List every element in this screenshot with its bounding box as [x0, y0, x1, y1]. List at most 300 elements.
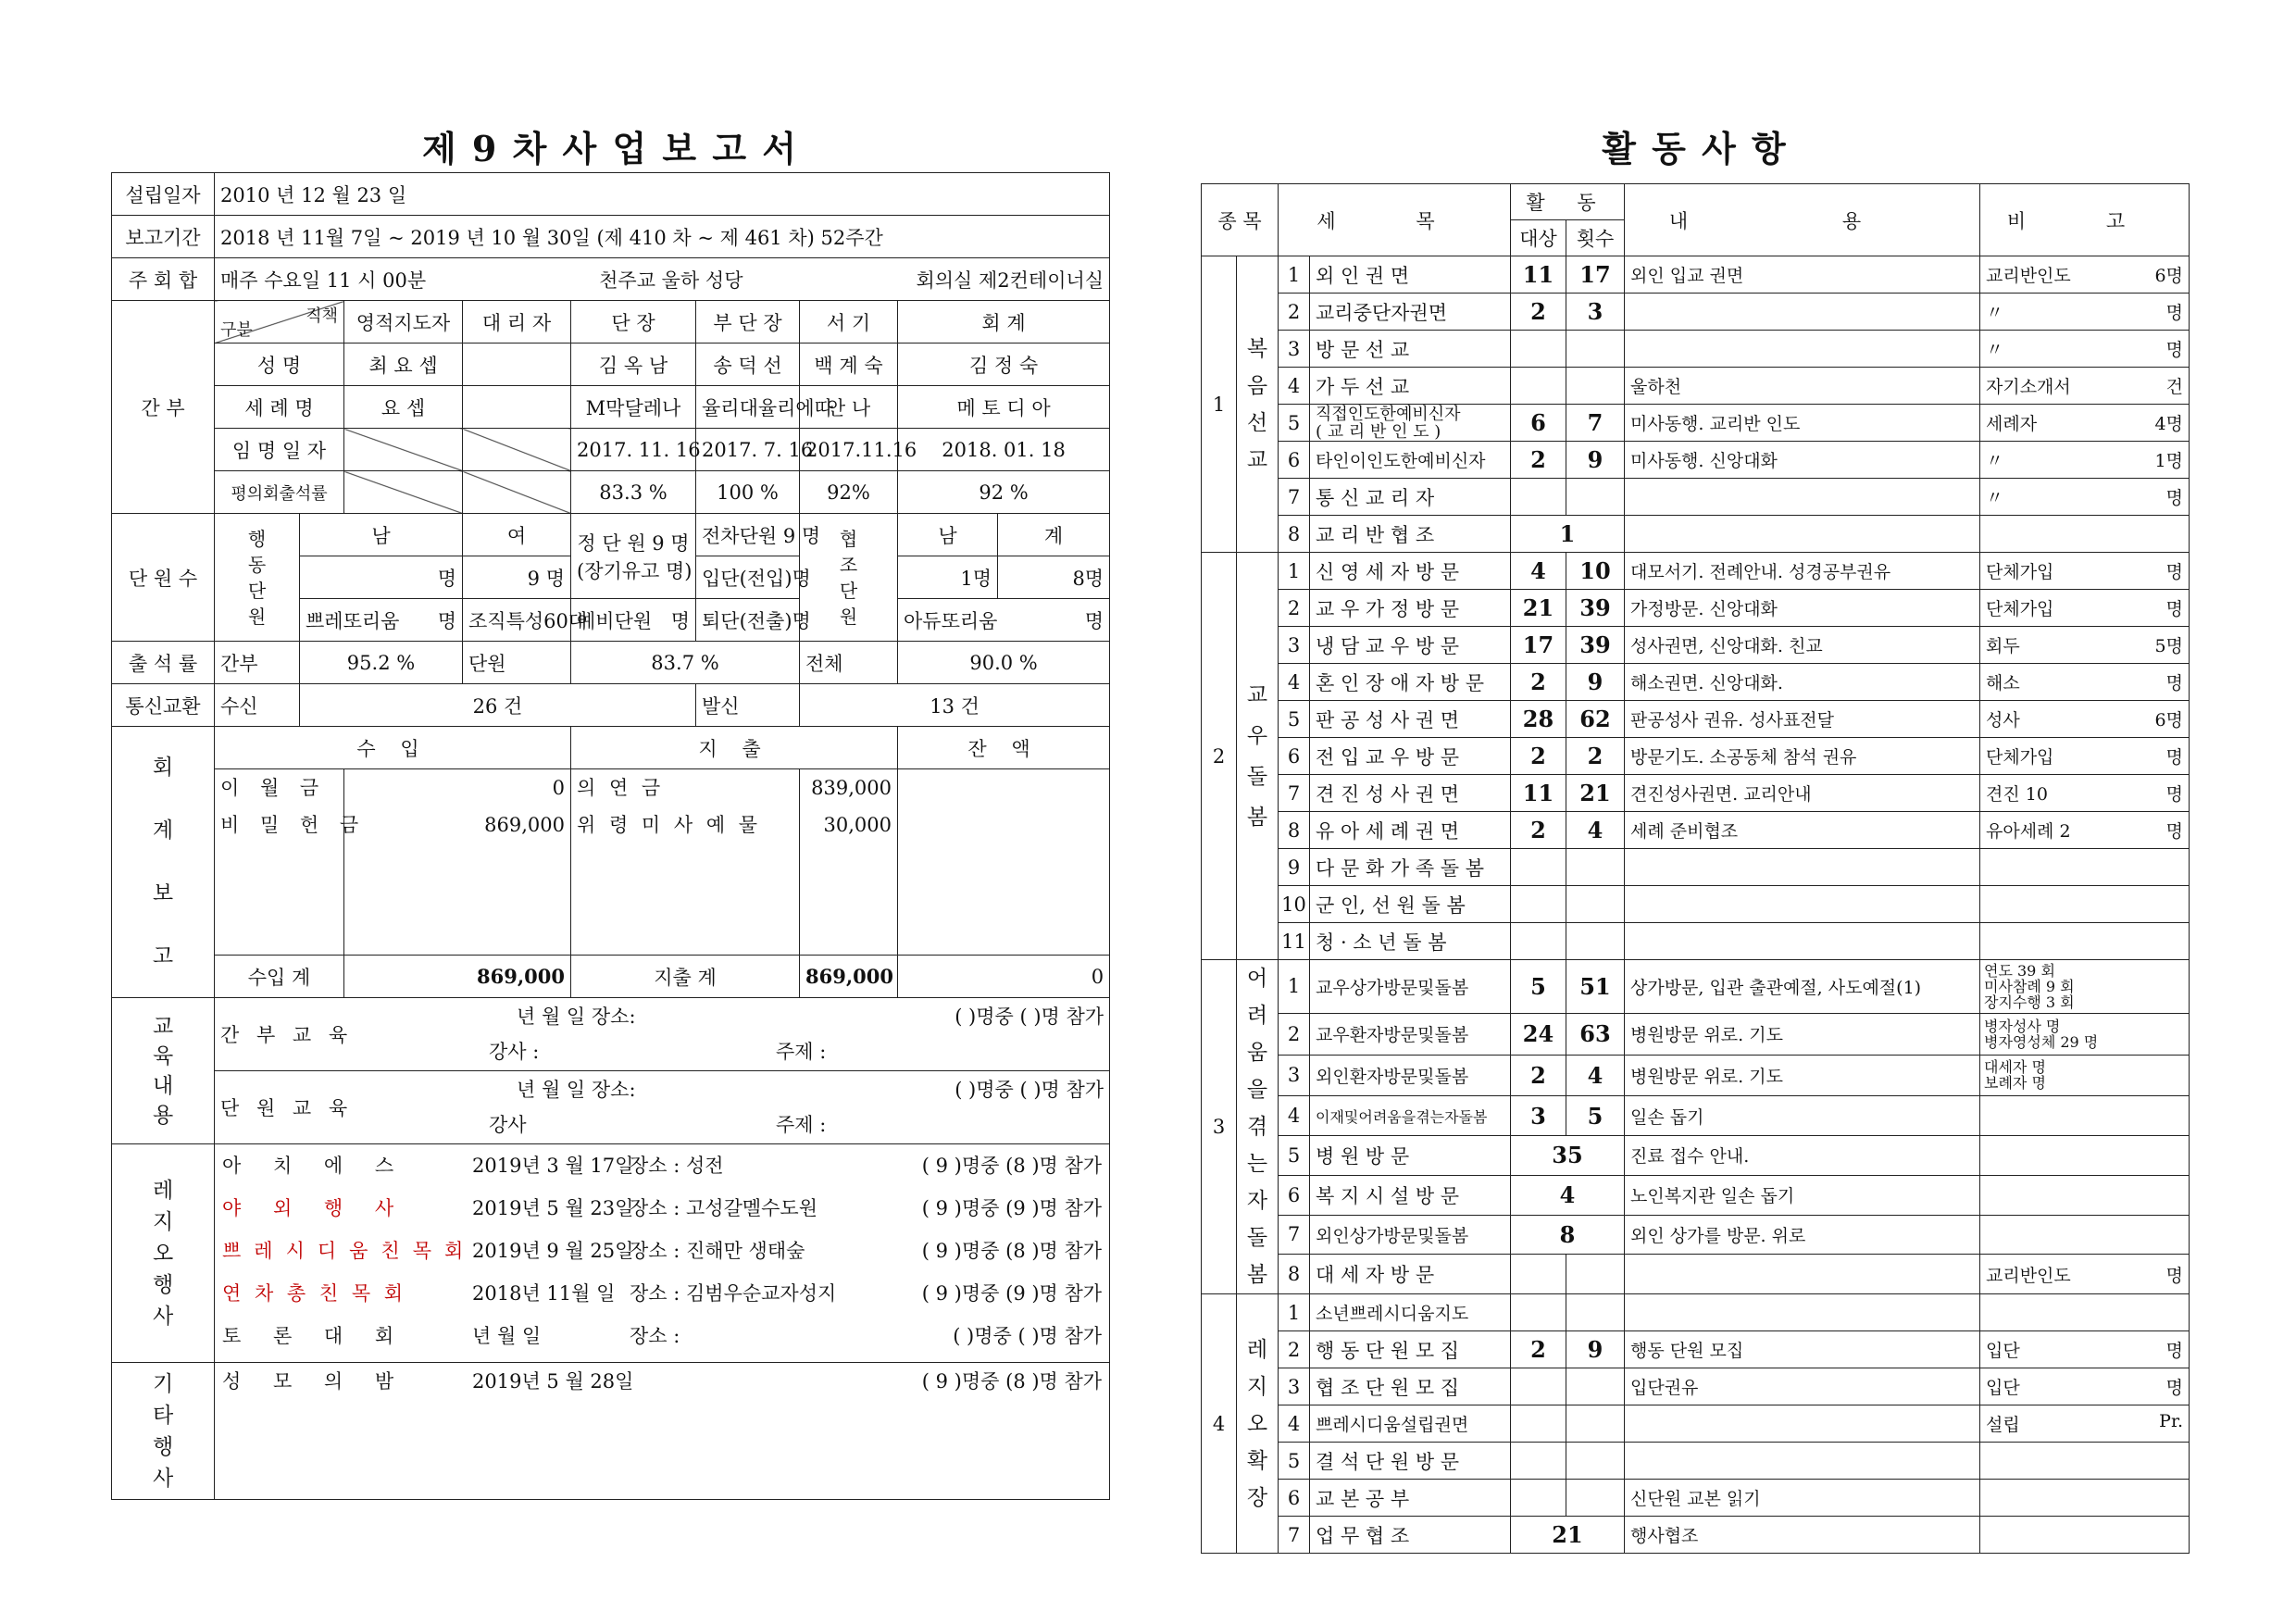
meeting-place: 천주교 울하 성당: [599, 269, 743, 292]
report-table: [111, 172, 1110, 1500]
item-number: 2: [1279, 294, 1310, 331]
table-row: [112, 684, 1110, 727]
officer-value: 92 %: [898, 471, 1110, 514]
other-events: [215, 1363, 1110, 1500]
item-name: 전 입 교 우 방 문: [1310, 738, 1511, 775]
meeting-label: 주 회 합: [112, 258, 215, 301]
income-total: 869,000: [344, 956, 571, 998]
balance-area: [898, 769, 1110, 956]
assist-male: 1명: [898, 556, 998, 599]
item-name: 결 석 단 원 방 문: [1310, 1443, 1511, 1480]
item-name: 가 두 선 교: [1310, 368, 1511, 405]
count-value: 7: [1566, 405, 1625, 442]
target-value: [1511, 923, 1566, 960]
target-value: 2: [1511, 738, 1566, 775]
item-number: 5: [1279, 1136, 1310, 1176]
table-row: [1202, 331, 2190, 368]
table-row: [112, 471, 1110, 514]
officer-value: 92%: [800, 471, 898, 514]
item-name: 외 인 권 면: [1310, 256, 1511, 294]
officer-row-label: 성 명: [215, 344, 344, 386]
count-value: [1566, 1368, 1625, 1405]
kind-header: 종 목: [1202, 184, 1279, 256]
legio-event-attend: ( 9 )명중 (8 )명 참가: [921, 1155, 1103, 1177]
comm-out-label: 발신: [696, 684, 800, 727]
table-row: [112, 1144, 1110, 1363]
item-number: 2: [1279, 1013, 1310, 1055]
officers-label: 간 부: [112, 301, 215, 514]
balance-header: 잔 액: [898, 727, 1110, 769]
active-male: 명: [300, 556, 463, 599]
item-number: 6: [1279, 442, 1310, 479]
remarks-value: [1980, 1331, 2190, 1368]
education-lecturer: 강사: [489, 1114, 527, 1136]
officer-value: 율리대율리에따: [696, 386, 800, 429]
count-value: 63: [1566, 1013, 1625, 1055]
left-label: 퇴단(전출): [702, 609, 792, 632]
officer-value: [344, 429, 463, 471]
education-row: [215, 1071, 1110, 1144]
accounts-label-text: 회계보고: [152, 756, 174, 968]
activity-header: 활 동: [1511, 184, 1625, 220]
assist-total: 8명: [998, 556, 1110, 599]
accounts-label: [112, 727, 215, 998]
count-value: [1566, 1294, 1625, 1331]
officer-value: [463, 344, 571, 386]
target-count: 1: [1511, 516, 1625, 553]
att-total: 90.0 %: [898, 642, 1110, 684]
table-row: [1202, 1055, 2190, 1096]
att-members-label: 단원: [463, 642, 571, 684]
report-title: 제 9 차 사 업 보 고 서: [421, 128, 798, 169]
remarks-right: 5명: [2154, 636, 2183, 656]
officer-value: [463, 471, 571, 514]
attendance-label: 출 석 률: [112, 642, 215, 684]
founding-value: 2010 년 12 월 23 일: [215, 173, 1110, 216]
item-name: 판 공 성 사 권 면: [1310, 701, 1511, 738]
count-value: 9: [1566, 664, 1625, 701]
remarks-value: [1980, 331, 2190, 368]
income-items: [215, 769, 367, 956]
remarks-value: [1980, 775, 2190, 812]
other-event-name: 성 모 의 밤: [222, 1370, 407, 1393]
education-topic: 주제 :: [776, 1114, 827, 1136]
legio-event-row: [222, 1187, 1102, 1230]
role-header: 단 장: [571, 301, 696, 344]
content-value: [1625, 1255, 1980, 1294]
table-row: [1202, 1096, 2190, 1136]
count-value: [1566, 1405, 1625, 1443]
legio-event-row: [222, 1144, 1102, 1187]
count-value: 9: [1566, 442, 1625, 479]
active-label: [215, 514, 300, 642]
remarks-left: 〃: [1986, 488, 2004, 508]
item-name: 교우환자방문및돌봄: [1310, 1013, 1511, 1055]
left-unit: 명: [792, 609, 811, 632]
group-name: [1237, 960, 1279, 1294]
content-value: 일손 돕기: [1625, 1096, 1980, 1136]
legio-label: [112, 1144, 215, 1363]
item-number: 4: [1279, 664, 1310, 701]
table-row: [112, 642, 1110, 684]
item-number: 4: [1279, 1405, 1310, 1443]
officer-value: 2017. 11. 16: [571, 429, 696, 471]
remarks-left: 입단: [1986, 1341, 2020, 1361]
left: [696, 599, 811, 642]
officer-value: 메 토 디 아: [898, 386, 1110, 429]
item-number: 1: [1279, 960, 1310, 1014]
target-value: [1511, 368, 1566, 405]
expense-amount: 839,000: [811, 777, 892, 799]
item-number: 5: [1279, 1443, 1310, 1480]
att-total-label: 전체: [800, 642, 898, 684]
remarks-left: 〃: [1986, 340, 2004, 360]
table-row: [1202, 1255, 2190, 1294]
att-members: 83.7 %: [571, 642, 800, 684]
remarks-left: 자기소개서: [1986, 377, 2071, 397]
period-value: 2018 년 11월 7일 ~ 2019 년 10 월 30일 (제 410 차 ~ 제 461 차) 52주간: [215, 216, 1110, 258]
role-header: 영적지도자: [344, 301, 463, 344]
item-number: 7: [1279, 775, 1310, 812]
legio-event-name: 토 론 대 회: [222, 1325, 407, 1347]
male-header: 남: [300, 514, 463, 556]
remarks-value: [1980, 1517, 2190, 1554]
legio-event-name: 연 차 총 친 목 회: [222, 1282, 407, 1305]
founding-label: 설립일자: [112, 173, 215, 216]
table-row: [1202, 923, 2190, 960]
legio-event-place: 장소 :: [630, 1325, 680, 1347]
content-value: 행동 단원 모집: [1625, 1331, 1980, 1368]
activities-table: [1201, 183, 2190, 1554]
officer-value: 2018. 01. 18: [898, 429, 1110, 471]
table-row: [1202, 479, 2190, 516]
remarks-value: [1980, 1255, 2190, 1294]
remarks-value: [1980, 1480, 2190, 1517]
officer-value: 100 %: [696, 471, 800, 514]
joined-label: 입단(전입): [702, 567, 792, 590]
content-value: 세례 준비협조: [1625, 812, 1980, 849]
table-row: [112, 1071, 1110, 1144]
legio-event-row: [222, 1315, 1102, 1357]
att-officers: 95.2 %: [300, 642, 463, 684]
legio-event-date: 년 월 일: [472, 1325, 542, 1347]
group-number: 1: [1202, 256, 1237, 553]
content-value: [1625, 1294, 1980, 1331]
target-value: [1511, 479, 1566, 516]
table-row: [1202, 1013, 2190, 1055]
content-value: [1625, 886, 1980, 923]
remarks-value: [1980, 368, 2190, 405]
target-value: [1511, 1480, 1566, 1517]
table-row: [1202, 627, 2190, 664]
content-value: 외인 상가를 방문. 위로: [1625, 1215, 1980, 1255]
target-value: 11: [1511, 256, 1566, 294]
income-amounts: [344, 769, 571, 956]
officer-row-label: 세 례 명: [215, 386, 344, 429]
income-total-label: 수입 계: [215, 956, 344, 998]
education-when: 년 월 일 장소:: [517, 1079, 636, 1101]
remarks-left: 설립: [1986, 1415, 2020, 1435]
remarks-note-line: 대세자 명: [1984, 1058, 2046, 1077]
table-row: [112, 258, 1110, 301]
remarks-right: 1명: [2154, 451, 2183, 471]
legio-event-date: 2019년 5 월 23일: [472, 1197, 634, 1219]
pretoria-unit: 명: [437, 609, 456, 632]
remarks-value: [1980, 701, 2190, 738]
income-amount: 0: [552, 777, 565, 799]
group-name: [1237, 256, 1279, 553]
table-row: [112, 998, 1110, 1071]
balance-value: 0: [898, 956, 1110, 998]
remarks-value: [1980, 923, 2190, 960]
content-value: 방문기도. 소공동체 참석 권유: [1625, 738, 1980, 775]
target-value: 2: [1511, 442, 1566, 479]
remarks-note: [1980, 1013, 2190, 1055]
item-name: 신 영 세 자 방 문: [1310, 553, 1511, 590]
prep: [571, 599, 696, 642]
target-value: 17: [1511, 627, 1566, 664]
adjutorium: [898, 599, 1110, 642]
remarks-right: 명: [2165, 1265, 2183, 1286]
content-value: 미사동행. 교리반 인도: [1625, 405, 1980, 442]
item-number: 6: [1279, 1175, 1310, 1215]
remarks-left: 성사: [1986, 710, 2020, 731]
comm-in-label: 수신: [215, 684, 300, 727]
table-row: [1202, 553, 2190, 590]
count-value: [1566, 368, 1625, 405]
expense-total-label: 지출 계: [571, 956, 800, 998]
target-count: 4: [1511, 1175, 1625, 1215]
remarks-right: 명: [2165, 340, 2183, 360]
table-row: [1202, 442, 2190, 479]
legio-event-place: 장소 : 고성갈멜수도원: [630, 1197, 817, 1219]
item-name: 소년쁘레시디움지도: [1310, 1294, 1511, 1331]
remarks-left: 견진 10: [1986, 784, 2048, 805]
table-row: [1202, 1136, 2190, 1176]
table-row: [1202, 775, 2190, 812]
table-row: [1202, 849, 2190, 886]
target-header: 대상: [1511, 220, 1566, 256]
table-row: [1202, 590, 2190, 627]
target-value: 28: [1511, 701, 1566, 738]
item-name-line2: ( 교 리 반 인 도 ): [1316, 421, 1441, 442]
target-value: 2: [1511, 1055, 1566, 1096]
item-number: 7: [1279, 1215, 1310, 1255]
other-event-attend: ( 9 )명중 (8 )명 참가: [921, 1370, 1103, 1393]
officer-value: 김 옥 남: [571, 344, 696, 386]
education-lecturer: 강사 :: [489, 1041, 540, 1063]
remarks-note: [1980, 1055, 2190, 1096]
role-header: 회 계: [898, 301, 1110, 344]
content-value: 가정방문. 신앙대화: [1625, 590, 1980, 627]
content-value: 성사권면, 신앙대화. 친교: [1625, 627, 1980, 664]
target-value: 3: [1511, 1096, 1566, 1136]
table-row: [1202, 1480, 2190, 1517]
target-value: 2: [1511, 812, 1566, 849]
content-value: 병원방문 위로. 기도: [1625, 1055, 1980, 1096]
income-item: 비 밀 헌 금: [220, 814, 367, 836]
meeting-value: [215, 258, 1110, 301]
adjutorium-unit: 명: [1084, 609, 1104, 632]
target-count: 8: [1511, 1215, 1625, 1255]
female-header: 여: [463, 514, 571, 556]
target-value: [1511, 1443, 1566, 1480]
remarks-value: [1980, 664, 2190, 701]
table-row: [1202, 701, 2190, 738]
item-name: 복 지 시 설 방 문: [1310, 1175, 1511, 1215]
item-number: 9: [1279, 849, 1310, 886]
content-value: 판공성사 권유. 성사표전달: [1625, 701, 1980, 738]
table-row: [112, 173, 1110, 216]
count-value: 62: [1566, 701, 1625, 738]
target-value: 4: [1511, 553, 1566, 590]
prep-label: 예비단원: [577, 609, 653, 632]
item-header: 세 목: [1279, 184, 1511, 256]
item-name: 교리중단자권면: [1310, 294, 1511, 331]
item-name: 협 조 단 원 모 집: [1310, 1368, 1511, 1405]
item-number: 1: [1279, 1294, 1310, 1331]
target-value: 11: [1511, 775, 1566, 812]
remarks-right: 명: [2165, 1378, 2183, 1398]
item-number: 8: [1279, 1255, 1310, 1294]
target-value: [1511, 1405, 1566, 1443]
table-row: [112, 1363, 1110, 1500]
remarks-note-line: 보례자 명: [1984, 1074, 2046, 1093]
officer-value: 2017.11.16: [800, 429, 898, 471]
count-value: [1566, 886, 1625, 923]
education-name: 간 부 교 육: [220, 1024, 354, 1046]
officer-value: 안 나: [800, 386, 898, 429]
content-value: 견진성사권면. 교리안내: [1625, 775, 1980, 812]
table-row: [1202, 1517, 2190, 1554]
regular-count: 정 단 원 9 명: [577, 531, 690, 555]
item-name: 냉 담 교 우 방 문: [1310, 627, 1511, 664]
education-row: [215, 998, 1110, 1071]
table-row: [1202, 368, 2190, 405]
remarks-value: [1980, 1443, 2190, 1480]
item-number: 7: [1279, 479, 1310, 516]
active-female: 9 명: [463, 556, 571, 599]
content-value: [1625, 294, 1980, 331]
item-name: 병 원 방 문: [1310, 1136, 1511, 1176]
remarks-value: [1980, 405, 2190, 442]
education-name: 단 원 교 육: [220, 1097, 354, 1119]
content-value: 상가방문, 입관 출관예절, 사도예절(1): [1625, 960, 1980, 1014]
remarks-note-line: 미사참례 9 회: [1984, 977, 2075, 995]
remarks-value: [1980, 442, 2190, 479]
table-row: [1202, 256, 2190, 294]
legio-event-attend: ( 9 )명중 (9 )명 참가: [921, 1282, 1103, 1305]
count-value: [1566, 849, 1625, 886]
item-number: 2: [1279, 590, 1310, 627]
remarks-value: [1980, 553, 2190, 590]
group-name: [1237, 553, 1279, 960]
item-name: 외인환자방문및돌봄: [1310, 1055, 1511, 1096]
remarks-right: 4명: [2154, 414, 2183, 434]
group-name-text: 복음선교: [1246, 336, 1268, 472]
joined: [696, 556, 811, 599]
legio-event-attend: ( 9 )명중 (9 )명 참가: [921, 1197, 1103, 1219]
item-number: 7: [1279, 1517, 1310, 1554]
members-label: 단 원 수: [112, 514, 215, 642]
remarks-value: [1980, 738, 2190, 775]
item-name: 통 신 교 리 자: [1310, 479, 1511, 516]
item-name: 군 인, 선 원 돌 봄: [1310, 886, 1511, 923]
target-value: 21: [1511, 590, 1566, 627]
remarks-left: 단체가입: [1986, 562, 2054, 582]
target-value: 6: [1511, 405, 1566, 442]
remarks-right: 명: [2165, 303, 2183, 323]
remarks-note: [1980, 960, 2190, 1014]
content-value: 울하천: [1625, 368, 1980, 405]
comm-label: 통신교환: [112, 684, 215, 727]
legio-label-text: 레지오행사: [153, 1178, 174, 1329]
remarks-value: [1980, 479, 2190, 516]
legio-event-date: 2019년 9 월 25일: [472, 1240, 634, 1262]
remarks-left: 〃: [1986, 303, 2004, 323]
active-members-label: 행동단원: [247, 527, 267, 628]
legio-event-place: 장소 : 김범우순교자성지: [630, 1282, 837, 1305]
comm-in: 26 건: [300, 684, 696, 727]
count-value: 21: [1566, 775, 1625, 812]
education-attend: ( )명중 ( )명 참가: [955, 1006, 1104, 1028]
group-name-text: 레지오확장: [1246, 1337, 1268, 1510]
table-row: [1202, 1405, 2190, 1443]
table-row: [1202, 1215, 2190, 1255]
officer-value: M막달레나: [571, 386, 696, 429]
target-value: [1511, 849, 1566, 886]
remarks-value: [1980, 1294, 2190, 1331]
item-name: 청 · 소 년 돌 봄: [1310, 923, 1511, 960]
remarks-left: 단체가입: [1986, 747, 2054, 768]
expense-amount: 30,000: [823, 814, 892, 836]
content-value: [1625, 516, 1980, 553]
regular-members: [571, 514, 696, 599]
item-name: 쁘레시디움설립권면: [1310, 1405, 1511, 1443]
table-row: [1202, 1368, 2190, 1405]
table-row: [112, 956, 1110, 998]
other-event-row: [222, 1363, 1102, 1400]
target-value: 2: [1511, 1331, 1566, 1368]
officer-value: 83.3 %: [571, 471, 696, 514]
period-label: 보고기간: [112, 216, 215, 258]
expense-item: 의 연 금: [577, 777, 665, 799]
remarks-right: 6명: [2154, 266, 2183, 286]
item-number: 4: [1279, 1096, 1310, 1136]
remarks-right: Pr.: [2159, 1411, 2183, 1431]
org-value: 60대: [543, 609, 588, 632]
item-name: 교 우 가 정 방 문: [1310, 590, 1511, 627]
remarks-left: 〃: [1986, 451, 2004, 471]
target-count: 21: [1511, 1517, 1625, 1554]
count-value: 9: [1566, 1331, 1625, 1368]
officer-value: 최 요 셉: [344, 344, 463, 386]
count-value: [1566, 479, 1625, 516]
meeting-room: 회의실 제2컨테이너실: [916, 269, 1104, 292]
table-row: [1202, 960, 2190, 1014]
pretoria: [300, 599, 463, 642]
remarks-right: 명: [2165, 747, 2183, 768]
officers-corner: [215, 301, 344, 344]
legio-event-date: 2018년 11월 일: [472, 1282, 616, 1305]
legio-event-attend: ( 9 )명중 (8 )명 참가: [921, 1240, 1103, 1262]
assist-total-header: 계: [998, 514, 1110, 556]
item-name: 교우상가방문및돌봄: [1310, 960, 1511, 1014]
legio-event-name: 야 외 행 사: [222, 1197, 407, 1219]
officer-value: [463, 429, 571, 471]
content-value: 입단권유: [1625, 1368, 1980, 1405]
count-value: [1566, 1443, 1625, 1480]
